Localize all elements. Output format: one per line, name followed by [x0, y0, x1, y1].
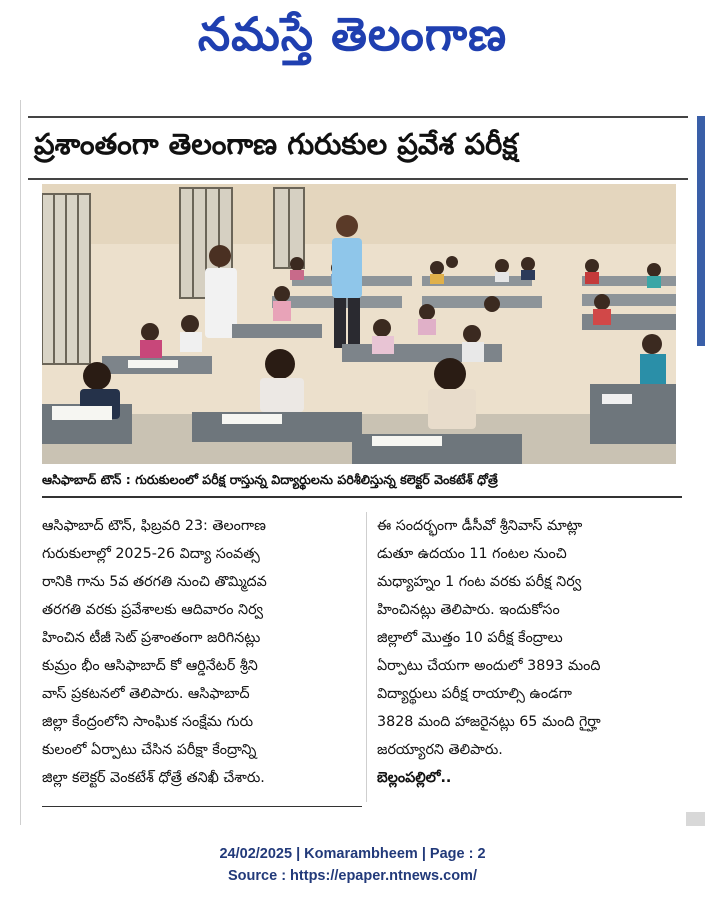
body-line: తరగతి వరకు ప్రవేశాలకు ఆదివారం నిర్వ: [42, 602, 264, 618]
column-divider: [366, 512, 367, 802]
body-line: హించిన టీజీ సెట్ ప్రశాంతంగా జరిగినట్లు: [42, 630, 261, 646]
article-subhead: బెల్లంపల్లిలో..: [377, 770, 452, 786]
window-right: [274, 188, 304, 268]
body-line: 3828 మంది హాజరైనట్లు 65 మంది గైర్హా: [377, 714, 601, 730]
footer-date-edition: 24/02/2025 | Komarambheem | Page : 2: [219, 846, 486, 862]
article-column-left: [42, 512, 360, 792]
adjacent-article-strip-bottom: [686, 812, 705, 826]
body-line: జరయ్యారని తెలిపారు.: [377, 742, 503, 758]
column-bottom-rule: [42, 806, 362, 807]
body-line: ఆసిఫాబాద్ టౌన్, ఫిబ్రవరి 23: తెలంగాణ: [42, 518, 266, 534]
body-line: హించినట్లు తెలిపారు. ఇందుకోసం: [377, 602, 560, 618]
photo-caption-bar: [42, 466, 682, 498]
body-line: ఈ సందర్భంగా డీసీవో శ్రీనివాస్ మాట్లా: [377, 518, 583, 534]
body-line: మధ్యాహ్నం 1 గంట వరకు పరీక్ష నిర్వ: [377, 574, 582, 590]
classroom-photo: [42, 184, 676, 464]
body-line: రానికి గాను 5వ తరగతి నుంచి తొమ్మిదవ: [42, 574, 267, 590]
body-line: జిల్లా కేంద్రంలోని సాంఘిక సంక్షేమ గురు: [42, 714, 254, 730]
headline-bar: [28, 116, 688, 180]
newspaper-title: నమస్తే తెలంగాణ: [197, 7, 508, 61]
photo-caption: ఆసిఫాబాద్ టౌన్ : గురుకులంలో పరీక్ష రాస్తున్న విద్యార్థులను పరిశీలిస్తున్న కలెక్టర్ వెంకటేశ్ ధోత్రే: [42, 471, 498, 487]
body-line: గురుకులాల్లో 2025-26 విద్యా సంవత్స: [42, 546, 260, 562]
window-left: [42, 194, 90, 364]
body-line: కులంలో ఏర్పాటు చేసిన పరీక్షా కేంద్రాన్ని: [42, 742, 257, 758]
article-headline: ప్రశాంతంగా తెలంగాణ గురుకుల ప్రవేశ పరీక్ష: [34, 127, 518, 161]
article-column-right: [377, 512, 682, 792]
body-line: వాస్ ప్రకటనలో తెలిపారు. ఆసిఫాబాద్: [42, 686, 250, 702]
body-line: ఏర్పాటు చేయగా అందులో 3893 మంది: [377, 658, 601, 674]
masthead: [0, 0, 705, 80]
body-line: డుతూ ఉదయం 11 గంటల నుంచి: [377, 546, 567, 562]
body-line: జిల్లాలో మొత్తం 10 పరీక్ష కేంద్రాలు: [377, 630, 563, 646]
body-line: జిల్లా కలెక్టర్ వెంకటేశ్ ధోత్రే తనిఖీ చేశారు.: [42, 770, 265, 786]
footer-source: Source : https://epaper.ntnews.com/: [228, 868, 477, 884]
adjacent-article-strip: [697, 116, 705, 346]
body-line: విద్యార్థులు పరీక్ష రాయాల్సి ఉండగా: [377, 686, 572, 702]
body-line: కుమ్రం భీం ఆసిఫాబాద్ కో ఆర్డినేటర్ శ్రీని: [42, 658, 258, 674]
